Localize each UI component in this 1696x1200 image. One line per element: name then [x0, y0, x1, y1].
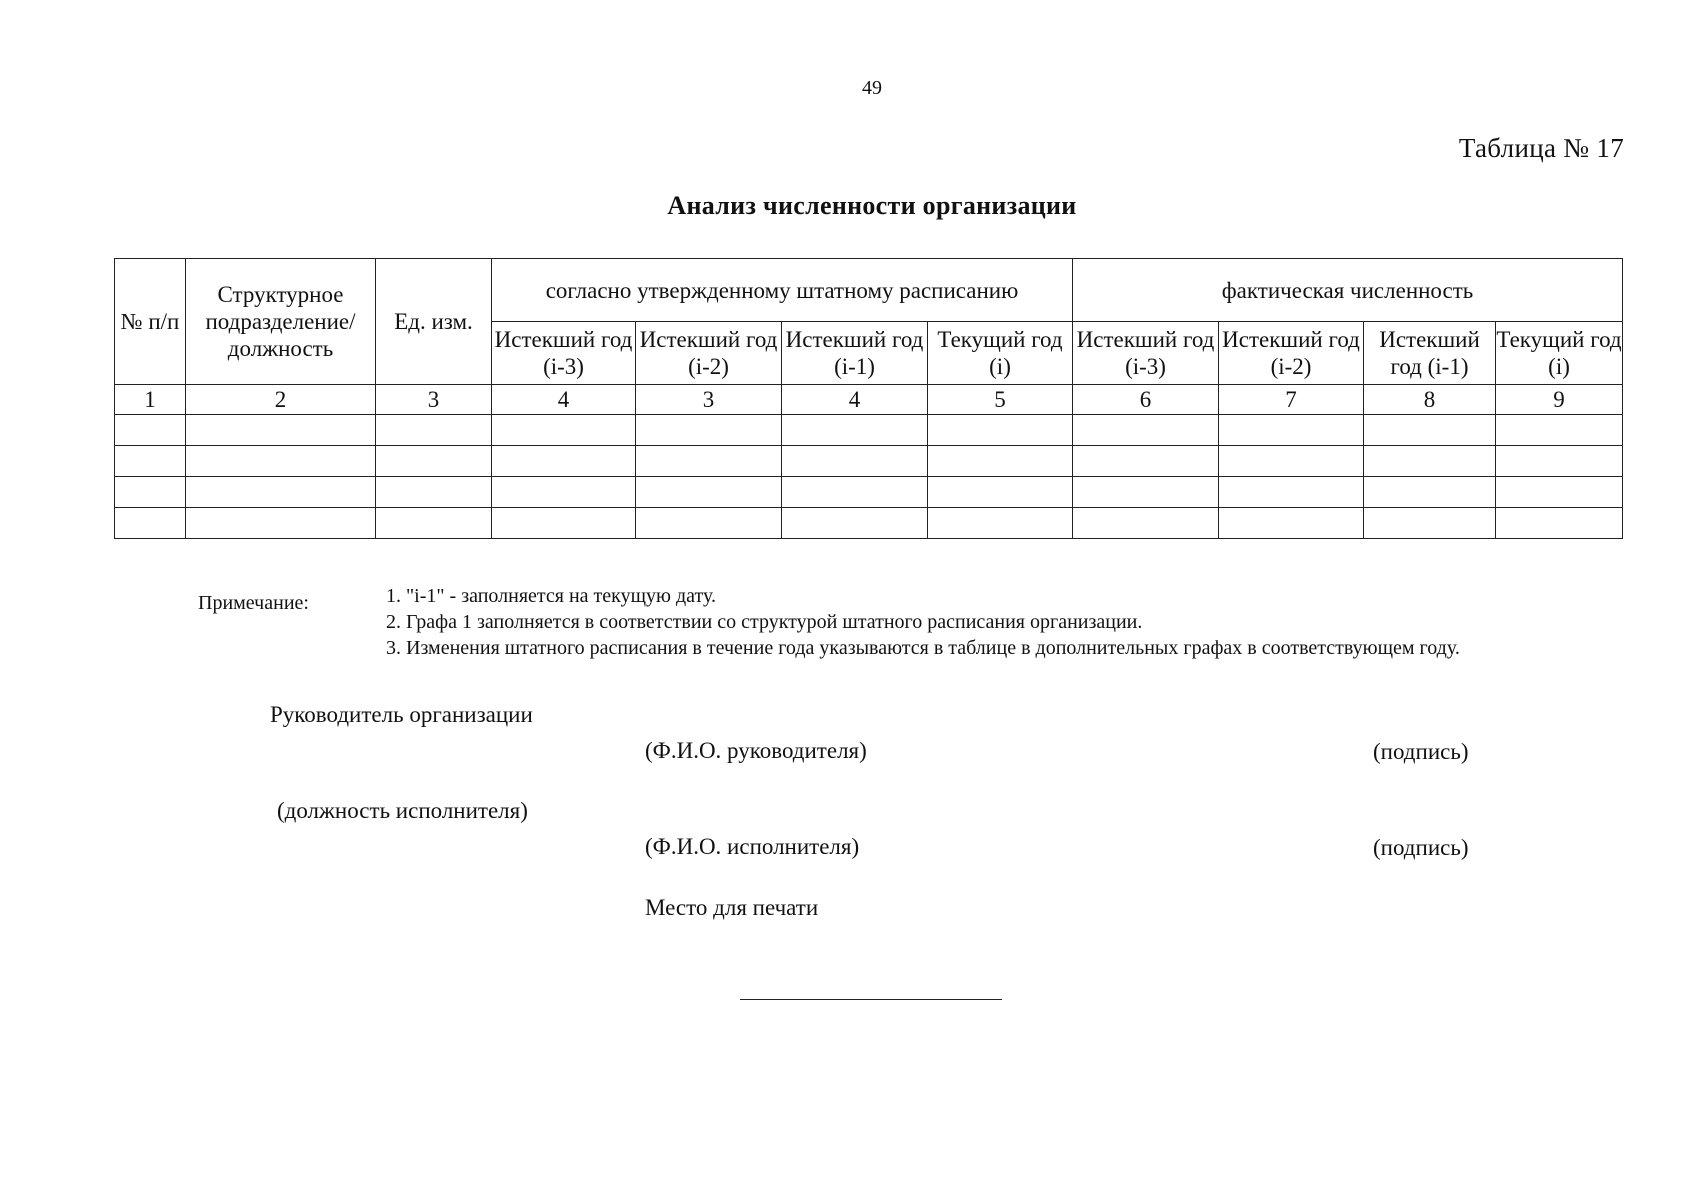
table-cell: [1496, 415, 1623, 446]
head-signature-placeholder: (подпись): [1373, 739, 1469, 764]
table-body: [115, 415, 1623, 539]
header-group-planned: согласно утвержденному штатному расписанию: [492, 259, 1073, 322]
table-cell: [782, 508, 928, 539]
table-cell: [492, 477, 636, 508]
table-cell: [186, 508, 376, 539]
column-number: 3: [636, 385, 782, 415]
note-item: 3. Изменения штатного расписания в течение года указываются в таблице в дополнительных графах в соответствующем году.: [386, 637, 1460, 659]
table-cell: [492, 446, 636, 477]
table-cell: [115, 508, 186, 539]
column-number: 9: [1496, 385, 1623, 415]
table-cell: [1364, 446, 1496, 477]
executor-position-placeholder: (должность исполнителя): [277, 798, 528, 823]
table-cell: [115, 415, 186, 446]
table-cell: [1219, 446, 1364, 477]
header-num: № п/п: [115, 259, 186, 385]
table-cell: [1496, 477, 1623, 508]
document-title: Анализ численности организации: [667, 191, 1077, 220]
table-cell: [1073, 446, 1219, 477]
table-cell: [1073, 477, 1219, 508]
table-cell: [1364, 415, 1496, 446]
table-cell: [928, 477, 1073, 508]
executor-name-placeholder: (Ф.И.О. исполнителя): [645, 834, 860, 859]
header-planned-year: Истекший год (i-1): [782, 322, 928, 385]
table-row: [115, 446, 1623, 477]
table-cell: [115, 446, 186, 477]
table-cell: [782, 477, 928, 508]
table-cell: [928, 415, 1073, 446]
table-cell: [1364, 477, 1496, 508]
header-planned-year: Текущий год (i): [928, 322, 1073, 385]
table-cell: [186, 446, 376, 477]
table-row: [115, 508, 1623, 539]
stamp-place: Место для печати: [645, 895, 819, 920]
column-number: 5: [928, 385, 1073, 415]
headcount-table: [114, 258, 1623, 539]
column-number: 6: [1073, 385, 1219, 415]
header-group-actual: фактическая численность: [1073, 259, 1623, 322]
column-number: 4: [782, 385, 928, 415]
column-number: 7: [1219, 385, 1364, 415]
column-number: 2: [186, 385, 376, 415]
header-planned-year: Истекший год (i-2): [636, 322, 782, 385]
table-cell: [186, 477, 376, 508]
table-row: [115, 415, 1623, 446]
table-cell: [1219, 477, 1364, 508]
notes-list: [386, 583, 1460, 661]
table-cell: [636, 446, 782, 477]
head-name-placeholder: (Ф.И.О. руководителя): [645, 738, 867, 763]
column-number: 8: [1364, 385, 1496, 415]
table-cell: [636, 477, 782, 508]
header-actual-year: Истекший год (i-2): [1219, 322, 1364, 385]
table-cell: [928, 508, 1073, 539]
table-cell: [376, 508, 492, 539]
table-cell: [1073, 508, 1219, 539]
table-cell: [636, 508, 782, 539]
column-number: 1: [115, 385, 186, 415]
table-cell: [1364, 508, 1496, 539]
column-number: 3: [376, 385, 492, 415]
header-actual-year: Истекший год (i-1): [1364, 322, 1496, 385]
header-unit: Структурное подразделение/ должность: [186, 259, 376, 385]
table-row: [115, 477, 1623, 508]
header-actual-year: Истекший год (i-3): [1073, 322, 1219, 385]
table-cell: [928, 446, 1073, 477]
executor-signature-placeholder: (подпись): [1373, 835, 1469, 860]
table-cell: [1219, 508, 1364, 539]
table-cell: [782, 415, 928, 446]
column-number: 4: [492, 385, 636, 415]
table-cell: [376, 415, 492, 446]
table-cell: [782, 446, 928, 477]
header-actual-year: Текущий год (i): [1496, 322, 1623, 385]
table-cell: [636, 415, 782, 446]
table-cell: [492, 508, 636, 539]
table-cell: [1496, 446, 1623, 477]
head-label: Руководитель организации: [270, 702, 533, 727]
table-cell: [186, 415, 376, 446]
table-caption: Таблица № 17: [1458, 133, 1624, 163]
note-item: 1. "i-1" - заполняется на текущую дату.: [386, 585, 716, 607]
table-cell: [376, 477, 492, 508]
table-cell: [1073, 415, 1219, 446]
bottom-rule: [740, 999, 1002, 1000]
table-cell: [1219, 415, 1364, 446]
table-cell: [376, 446, 492, 477]
notes-label: Примечание:: [198, 592, 309, 614]
table-cell: [115, 477, 186, 508]
note-item: 2. Графа 1 заполняется в соответствии со структурой штатного расписания организации.: [386, 611, 1143, 633]
header-measure: Ед. изм.: [376, 259, 492, 385]
page-number: 49: [862, 77, 882, 99]
header-planned-year: Истекший год (i-3): [492, 322, 636, 385]
table-cell: [492, 415, 636, 446]
table-cell: [1496, 508, 1623, 539]
